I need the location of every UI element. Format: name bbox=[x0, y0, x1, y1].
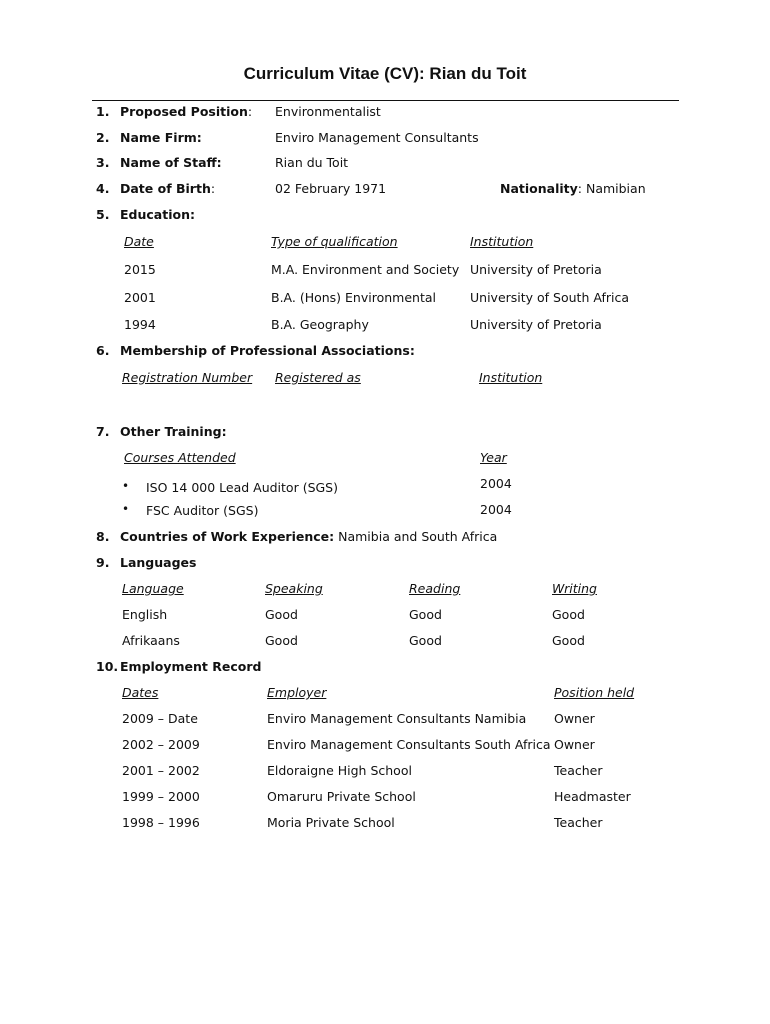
employment-header-employer: Employer bbox=[267, 685, 327, 700]
proposed-position-value: Environmentalist bbox=[275, 104, 381, 119]
proposed-position-label: Proposed Position: bbox=[120, 104, 253, 119]
name-staff-label: Name of Staff: bbox=[120, 155, 222, 170]
training-course: ISO 14 000 Lead Auditor (SGS) bbox=[146, 480, 338, 495]
employment-employer: Moria Private School bbox=[267, 815, 395, 830]
language-name: English bbox=[122, 607, 168, 622]
membership-header-registered-as: Registered as bbox=[275, 370, 361, 385]
membership-header-institution: Institution bbox=[479, 370, 543, 385]
name-firm-value: Enviro Management Consultants bbox=[275, 130, 479, 145]
employment-position: Owner bbox=[554, 737, 595, 752]
language-writing: Good bbox=[552, 607, 585, 622]
training-course: FSC Auditor (SGS) bbox=[146, 503, 259, 518]
education-institution: University of South Africa bbox=[470, 290, 630, 305]
employment-dates: 2009 – Date bbox=[122, 711, 198, 726]
membership-label: Membership of Professional Associations: bbox=[120, 343, 415, 358]
title-rule bbox=[92, 100, 679, 101]
languages-header-language: Language bbox=[122, 581, 184, 596]
name-staff-value: Rian du Toit bbox=[275, 155, 349, 170]
languages-header-writing: Writing bbox=[552, 581, 597, 596]
languages-header-reading: Reading bbox=[409, 581, 461, 596]
languages-header-speaking: Speaking bbox=[265, 581, 323, 596]
education-type: M.A. Environment and Society bbox=[271, 262, 460, 277]
item-number: 8. bbox=[96, 529, 110, 544]
item-number: 1. bbox=[96, 104, 110, 119]
education-date: 1994 bbox=[124, 317, 156, 332]
employment-header-position: Position held bbox=[554, 685, 635, 700]
employment-employer: Enviro Management Consultants Namibia bbox=[267, 711, 527, 726]
dob-value: 02 February 1971 bbox=[275, 181, 387, 196]
education-institution: University of Pretoria bbox=[470, 262, 602, 277]
language-writing: Good bbox=[552, 633, 585, 648]
education-label: Education: bbox=[120, 207, 195, 222]
nationality: Nationality: Namibian bbox=[500, 181, 646, 196]
education-header-institution: Institution bbox=[470, 234, 534, 249]
education-date: 2015 bbox=[124, 262, 156, 277]
education-type: B.A. (Hons) Environmental bbox=[271, 290, 436, 305]
item-number: 6. bbox=[96, 343, 110, 358]
bullet-icon: • bbox=[122, 502, 130, 516]
education-header-type: Type of qualification bbox=[271, 234, 398, 249]
name-firm-label: Name Firm: bbox=[120, 130, 202, 145]
item-number: 2. bbox=[96, 130, 110, 145]
employment-employer: Enviro Management Consultants South Africa bbox=[267, 737, 551, 752]
training-label: Other Training: bbox=[120, 424, 227, 439]
language-speaking: Good bbox=[265, 633, 298, 648]
employment-header-dates: Dates bbox=[122, 685, 159, 700]
education-header-date: Date bbox=[124, 234, 154, 249]
document-title: Curriculum Vitae (CV): Rian du Toit bbox=[243, 64, 527, 83]
languages-label: Languages bbox=[120, 555, 197, 570]
training-header-courses: Courses Attended bbox=[124, 450, 236, 465]
employment-dates: 2002 – 2009 bbox=[122, 737, 200, 752]
training-year: 2004 bbox=[480, 502, 512, 517]
employment-label: Employment Record bbox=[120, 659, 262, 674]
membership-header-registration: Registration Number bbox=[122, 370, 253, 385]
countries-line: Countries of Work Experience: Namibia and South Africa bbox=[120, 529, 498, 544]
item-number: 5. bbox=[96, 207, 110, 222]
language-name: Afrikaans bbox=[122, 633, 180, 648]
training-header-year: Year bbox=[480, 450, 507, 465]
training-year: 2004 bbox=[480, 476, 512, 491]
item-number: 10. bbox=[96, 659, 119, 674]
employment-position: Teacher bbox=[554, 815, 603, 830]
bullet-icon: • bbox=[122, 479, 130, 493]
language-reading: Good bbox=[409, 607, 442, 622]
language-reading: Good bbox=[409, 633, 442, 648]
dob-label: Date of Birth: bbox=[120, 181, 216, 196]
education-institution: University of Pretoria bbox=[470, 317, 602, 332]
item-number: 3. bbox=[96, 155, 110, 170]
employment-dates: 2001 – 2002 bbox=[122, 763, 200, 778]
employment-position: Teacher bbox=[554, 763, 603, 778]
employment-position: Owner bbox=[554, 711, 595, 726]
item-number: 9. bbox=[96, 555, 110, 570]
item-number: 7. bbox=[96, 424, 110, 439]
language-speaking: Good bbox=[265, 607, 298, 622]
education-date: 2001 bbox=[124, 290, 156, 305]
employment-dates: 1998 – 1996 bbox=[122, 815, 200, 830]
employment-dates: 1999 – 2000 bbox=[122, 789, 200, 804]
item-number: 4. bbox=[96, 181, 110, 196]
employment-position: Headmaster bbox=[554, 789, 631, 804]
education-type: B.A. Geography bbox=[271, 317, 369, 332]
employment-employer: Omaruru Private School bbox=[267, 789, 416, 804]
employment-employer: Eldoraigne High School bbox=[267, 763, 412, 778]
